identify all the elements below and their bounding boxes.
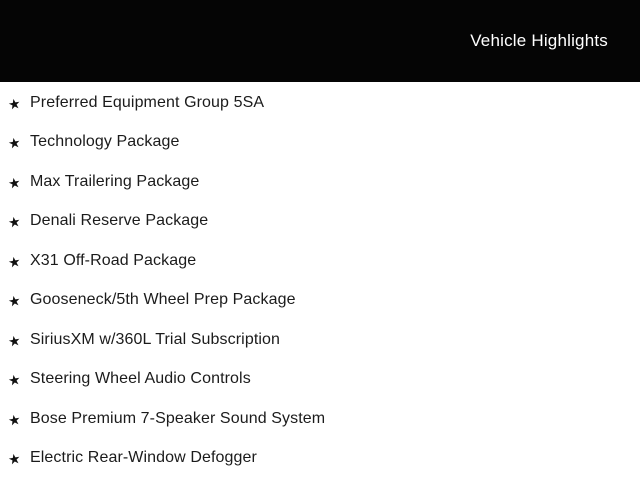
list-item <box>8 83 640 123</box>
header-bar <box>0 0 640 82</box>
list-item-label: Max Trailering Package <box>30 172 200 190</box>
list-item-label: Bose Premium 7-Speaker Sound System <box>30 409 326 427</box>
page-title: Vehicle Highlights <box>470 31 608 50</box>
list-item <box>8 360 640 400</box>
list-item-label: SiriusXM w/360L Trial Subscription <box>30 330 281 348</box>
star-icon: ★ <box>6 450 22 469</box>
list-item <box>8 399 640 439</box>
star-icon: ★ <box>6 410 22 429</box>
star-icon: ★ <box>6 134 22 153</box>
list-item <box>8 241 640 281</box>
list-item-label: Steering Wheel Audio Controls <box>30 370 251 388</box>
list-item-label: Gooseneck/5th Wheel Prep Package <box>30 291 296 309</box>
vehicle-highlights-list <box>0 82 640 478</box>
list-item-label: Preferred Equipment Group 5SA <box>30 93 265 111</box>
star-icon: ★ <box>6 331 22 350</box>
star-icon: ★ <box>6 371 22 390</box>
list-item <box>8 123 640 163</box>
list-item-label: X31 Off-Road Package <box>30 251 197 269</box>
list-item <box>8 162 640 202</box>
star-icon: ★ <box>6 173 22 192</box>
list-item <box>8 202 640 242</box>
star-icon: ★ <box>6 213 22 232</box>
star-icon: ★ <box>6 94 22 113</box>
list-item-label: Denali Reserve Package <box>30 212 209 230</box>
star-icon: ★ <box>6 252 22 271</box>
list-item <box>8 281 640 321</box>
list-item-label: Electric Rear-Window Defogger <box>30 449 257 467</box>
star-icon: ★ <box>6 292 22 311</box>
list-item <box>8 320 640 360</box>
list-item <box>8 439 640 479</box>
list-item-label: Technology Package <box>30 133 180 151</box>
